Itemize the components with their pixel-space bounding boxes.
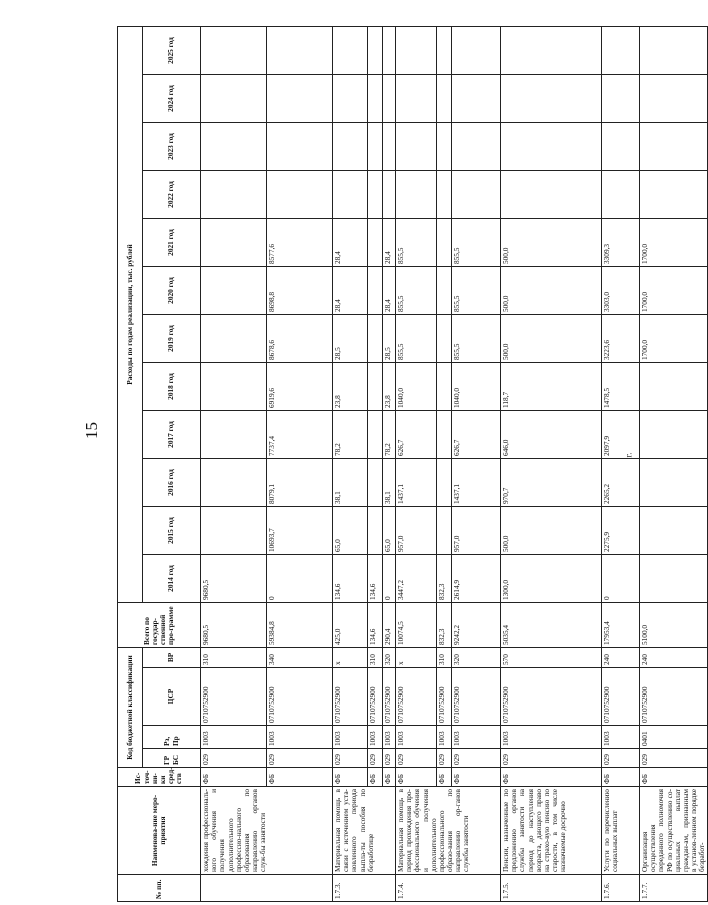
year-value-cell: 970,7 xyxy=(501,458,602,506)
csr-cell: 0710752900 xyxy=(201,668,267,726)
rzpr-cell: 1003 xyxy=(501,726,602,749)
table-row xyxy=(396,26,437,901)
year-value-cell: 2265,2 xyxy=(602,458,640,506)
year-value-cell: 23,8 xyxy=(383,362,396,410)
source-cell: ФБ xyxy=(501,768,602,787)
total-cell: 290,4 xyxy=(383,602,396,647)
year-value-cell xyxy=(368,266,383,314)
year-value-cell: 134,6 xyxy=(368,554,383,602)
measure-name: Материальная помощь в период прохождения про-фессионального обучения и получения дополнительного профессионального образо-вания по направлению ор-ганов службы занятости xyxy=(396,787,501,875)
year-value-cell xyxy=(201,74,267,122)
year-value-cell xyxy=(267,26,333,74)
table-row xyxy=(501,26,602,901)
year-value-cell xyxy=(437,218,452,266)
year-value-cell xyxy=(333,26,368,74)
year-value-cell: 500,0 xyxy=(501,218,602,266)
year-value-cell: 3223,6 xyxy=(602,314,640,362)
source-cell: ФБ xyxy=(452,768,501,787)
total-cell: 134,6 xyxy=(368,602,383,647)
year-value-cell xyxy=(383,122,396,170)
year-value-cell: 65,0 xyxy=(383,506,396,554)
budget-table xyxy=(117,26,708,902)
vr-cell: 320 xyxy=(452,647,501,667)
col-header-year: 2017 год xyxy=(143,410,201,458)
year-value-cell xyxy=(452,170,501,218)
col-header-year: 2015 год xyxy=(143,506,201,554)
year-value-cell xyxy=(437,26,452,74)
year-value-cell: 38,1 xyxy=(383,458,396,506)
vr-cell: 570 xyxy=(501,647,602,667)
csr-cell: 0710752900 xyxy=(333,668,368,726)
measure-name: Услуги по перечислению социальных выплат xyxy=(602,787,640,875)
measure-name: Материальная помощь в связи с истечением уста-новленного периода выпла-ты пособия по безработице xyxy=(333,787,396,875)
year-value-cell xyxy=(640,458,708,506)
col-header-year: 2021 год xyxy=(143,218,201,266)
year-value-cell xyxy=(452,74,501,122)
year-value-cell: 626,7 xyxy=(452,410,501,458)
year-value-cell: 28,4 xyxy=(333,218,368,266)
col-header-year: 2014 год xyxy=(143,554,201,602)
year-value-cell xyxy=(437,74,452,122)
year-value-cell xyxy=(437,362,452,410)
year-value-cell: 8577,6 xyxy=(267,218,333,266)
year-value-cell: 1700,0 xyxy=(640,266,708,314)
year-value-cell: 1300,0 xyxy=(501,554,602,602)
year-value-cell: 0 xyxy=(602,554,640,602)
col-header-year: 2020 год xyxy=(143,266,201,314)
measure-name: хождения профессиональ-ного обучения и получения дополнительного профессио-нального образования по направлению органов служ-бы занятости xyxy=(201,787,333,875)
col-header-budget-code: Код бюджетной классификации xyxy=(118,647,143,767)
vr-cell: 240 xyxy=(602,647,640,667)
year-value-cell xyxy=(368,410,383,458)
year-value-cell xyxy=(602,74,640,122)
year-value-cell xyxy=(640,74,708,122)
grbs-cell: 029 xyxy=(437,749,452,768)
year-value-cell xyxy=(333,122,368,170)
csr-cell: 0710752900 xyxy=(368,668,383,726)
year-value-cell xyxy=(437,314,452,362)
year-value-cell: 626,7 xyxy=(396,410,437,458)
year-value-cell: 134,6 xyxy=(333,554,368,602)
year-value-cell: 2614,9 xyxy=(452,554,501,602)
grbs-cell: 029 xyxy=(267,749,333,768)
year-value-cell: 3303,0 xyxy=(602,266,640,314)
rzpr-cell: 0401 xyxy=(640,726,708,749)
year-value-cell xyxy=(640,170,708,218)
col-header-year: 2025 год xyxy=(143,26,201,74)
grbs-cell: 029 xyxy=(383,749,396,768)
source-cell: ФБ xyxy=(383,768,396,787)
rzpr-cell: 1003 xyxy=(452,726,501,749)
csr-cell: 0710752900 xyxy=(602,668,640,726)
total-cell: 10074,5 xyxy=(396,602,437,647)
table-row xyxy=(437,26,452,901)
year-value-cell xyxy=(368,314,383,362)
rzpr-cell: 1003 xyxy=(383,726,396,749)
year-value-cell xyxy=(201,266,267,314)
row-number: 1.7.6. xyxy=(602,875,640,902)
vr-cell: х xyxy=(396,647,437,667)
year-value-cell xyxy=(452,26,501,74)
year-value-cell: 7737,4 xyxy=(267,410,333,458)
year-value-cell xyxy=(267,170,333,218)
col-header-expenses: Расходы по годам реализации, тыс. рублей xyxy=(118,26,143,602)
vr-cell: 340 xyxy=(267,647,333,667)
grbs-cell: 029 xyxy=(201,749,267,768)
year-value-cell xyxy=(396,74,437,122)
year-value-cell: 9680,5 xyxy=(201,554,267,602)
year-value-cell: 855,5 xyxy=(396,218,437,266)
grbs-cell: 029 xyxy=(396,749,437,768)
total-cell: 5035,4 xyxy=(501,602,602,647)
year-value-cell xyxy=(201,170,267,218)
year-value-cell xyxy=(452,122,501,170)
year-value-cell: 855,5 xyxy=(452,266,501,314)
csr-cell: 0710752900 xyxy=(452,668,501,726)
col-header-no: № пп. xyxy=(118,875,201,902)
col-header-source: Ис-точ-ни-ки сред-ств xyxy=(118,768,201,787)
csr-cell: 0710752900 xyxy=(640,668,708,726)
year-value-cell xyxy=(437,410,452,458)
year-value-cell xyxy=(396,122,437,170)
year-value-cell: 855,5 xyxy=(452,314,501,362)
year-value-cell xyxy=(640,26,708,74)
year-value-cell xyxy=(201,314,267,362)
year-value-cell xyxy=(437,170,452,218)
year-value-cell xyxy=(501,170,602,218)
year-value-cell: 1700,0 xyxy=(640,314,708,362)
year-value-cell: 6919,6 xyxy=(267,362,333,410)
year-value-cell xyxy=(640,122,708,170)
csr-cell: 0710752900 xyxy=(396,668,437,726)
year-value-cell xyxy=(368,74,383,122)
rzpr-cell: 1003 xyxy=(201,726,267,749)
grbs-cell: 029 xyxy=(602,749,640,768)
csr-cell: 0710752900 xyxy=(383,668,396,726)
year-value-cell: 500,0 xyxy=(501,314,602,362)
year-value-cell xyxy=(201,506,267,554)
vr-cell: 320 xyxy=(383,647,396,667)
source-cell: ФБ xyxy=(333,768,368,787)
rzpr-cell: 1003 xyxy=(333,726,368,749)
col-header-year: 2023 год xyxy=(143,122,201,170)
year-value-cell xyxy=(333,74,368,122)
vr-cell: 310 xyxy=(368,647,383,667)
year-value-cell xyxy=(368,170,383,218)
year-value-cell xyxy=(333,170,368,218)
row-number xyxy=(201,875,333,902)
year-value-cell xyxy=(267,122,333,170)
year-value-cell: 1040,0 xyxy=(396,362,437,410)
vr-cell: 240 xyxy=(640,647,708,667)
year-value-cell: 28,4 xyxy=(383,266,396,314)
table-row xyxy=(333,26,368,901)
year-value-cell xyxy=(368,458,383,506)
year-value-cell: 8678,6 xyxy=(267,314,333,362)
total-cell: 832,3 xyxy=(437,602,452,647)
year-value-cell: 78,2 xyxy=(333,410,368,458)
total-cell: 9242,2 xyxy=(452,602,501,647)
table-row xyxy=(602,26,640,901)
table-row xyxy=(201,26,267,901)
year-value-cell xyxy=(267,74,333,122)
col-header-year: 2018 год xyxy=(143,362,201,410)
col-header-csr: ЦСР xyxy=(143,668,201,726)
year-value-cell: 957,0 xyxy=(396,506,437,554)
rzpr-cell: 1003 xyxy=(602,726,640,749)
year-value-cell: 832,3 xyxy=(437,554,452,602)
measure-name: Организация осуществления переданного полномочия РФ по осуществлению со-циальных выплат граждан-ам, признанным в установ-ленном порядке безработ- xyxy=(640,787,708,875)
row-number: 1.7.3. xyxy=(333,875,396,902)
source-cell: ФБ xyxy=(201,768,267,787)
table-row xyxy=(452,26,501,901)
vr-cell: 310 xyxy=(201,647,267,667)
year-value-cell xyxy=(437,458,452,506)
table-row xyxy=(383,26,396,901)
year-value-cell xyxy=(368,122,383,170)
source-cell: ФБ xyxy=(602,768,640,787)
row-number: 1.7.5. xyxy=(501,875,602,902)
year-value-cell xyxy=(368,26,383,74)
year-value-cell xyxy=(602,122,640,170)
col-header-vr: ВР xyxy=(143,647,201,667)
year-value-cell xyxy=(501,74,602,122)
year-value-cell xyxy=(201,362,267,410)
rotated-content xyxy=(117,27,707,902)
col-header-total: Всего по государ-ственной про-грамме xyxy=(118,602,201,647)
year-value-cell xyxy=(640,410,708,458)
year-value-cell: 38,1 xyxy=(333,458,368,506)
total-cell: 59384,8 xyxy=(267,602,333,647)
year-value-cell xyxy=(383,74,396,122)
row-number: 1.7.4. xyxy=(396,875,501,902)
year-value-cell: 500,0 xyxy=(501,506,602,554)
total-cell: 5100,0 xyxy=(640,602,708,647)
year-value-cell xyxy=(437,506,452,554)
year-value-cell: 957,0 xyxy=(452,506,501,554)
year-value-cell xyxy=(602,170,640,218)
source-cell: ФБ xyxy=(437,768,452,787)
year-value-cell xyxy=(437,266,452,314)
year-value-cell xyxy=(396,26,437,74)
year-value-cell: 3447,2 xyxy=(396,554,437,602)
col-header-year: 2022 год xyxy=(143,170,201,218)
year-value-cell: 28,5 xyxy=(383,314,396,362)
csr-cell: 0710752900 xyxy=(501,668,602,726)
col-header-year: 2024 год xyxy=(143,74,201,122)
year-value-cell xyxy=(640,362,708,410)
source-cell: ФБ xyxy=(640,768,708,787)
year-value-cell: 1700,0 xyxy=(640,218,708,266)
col-header-name: Наименова-ние меро-приятия xyxy=(118,787,201,875)
year-value-cell xyxy=(368,506,383,554)
year-value-cell xyxy=(383,170,396,218)
measure-name: Пенсии, назначенные по предложению органов службы занятости на период до наступления возраста, дающего право на страхо-вую пенсию по старости, в том числе назначаемые досрочно xyxy=(501,787,602,875)
year-value-cell xyxy=(383,26,396,74)
year-value-cell xyxy=(501,26,602,74)
year-value-cell xyxy=(437,122,452,170)
year-value-cell: 65,0 xyxy=(333,506,368,554)
year-value-cell xyxy=(602,26,640,74)
col-header-year: 2016 год xyxy=(143,458,201,506)
row-number: 1.7.7. xyxy=(640,875,708,902)
source-cell: ФБ xyxy=(267,768,333,787)
year-value-cell: 646,0 xyxy=(501,410,602,458)
year-value-cell xyxy=(396,170,437,218)
year-value-cell xyxy=(201,26,267,74)
page-number: 15 xyxy=(82,422,101,439)
year-value-cell: 2097,9 xyxy=(602,410,640,458)
year-value-cell: 8698,8 xyxy=(267,266,333,314)
year-value-cell: 855,5 xyxy=(396,266,437,314)
grbs-cell: 029 xyxy=(368,749,383,768)
table-row xyxy=(368,26,383,901)
year-value-cell: 500,0 xyxy=(501,266,602,314)
table-row xyxy=(640,26,708,901)
table-row xyxy=(267,26,333,901)
year-value-cell: 28,4 xyxy=(383,218,396,266)
total-cell: 425,0 xyxy=(333,602,368,647)
year-value-cell: 118,7 xyxy=(501,362,602,410)
year-value-cell: 78,2 xyxy=(383,410,396,458)
year-value-cell: 0 xyxy=(383,554,396,602)
year-value-cell xyxy=(201,122,267,170)
year-value-cell: 2275,9 xyxy=(602,506,640,554)
year-value-cell xyxy=(201,410,267,458)
source-cell: ФБ xyxy=(368,768,383,787)
year-value-cell: 855,5 xyxy=(396,314,437,362)
year-value-cell: 3309,3 xyxy=(602,218,640,266)
year-value-cell xyxy=(201,218,267,266)
year-value-cell: 855,5 xyxy=(452,218,501,266)
year-value-cell: 10693,7 xyxy=(267,506,333,554)
header-row-top xyxy=(118,26,143,901)
year-value-cell: 8079,1 xyxy=(267,458,333,506)
vr-cell: х xyxy=(333,647,368,667)
col-header-year: 2019 год xyxy=(143,314,201,362)
total-cell: 17953,4 xyxy=(602,602,640,647)
year-value-cell: 1040,0 xyxy=(452,362,501,410)
grbs-cell: 029 xyxy=(333,749,368,768)
vr-cell: 310 xyxy=(437,647,452,667)
rzpr-cell: 1003 xyxy=(267,726,333,749)
year-value-cell xyxy=(640,506,708,554)
col-header-rzpr: Рз, Пр xyxy=(143,726,201,749)
csr-cell: 0710752900 xyxy=(437,668,452,726)
budget-table-frame xyxy=(117,27,707,902)
stray-mark: г. xyxy=(623,452,634,458)
source-cell: ФБ xyxy=(396,768,437,787)
year-value-cell xyxy=(640,554,708,602)
grbs-cell: 029 xyxy=(452,749,501,768)
year-value-cell: 1437,1 xyxy=(396,458,437,506)
total-cell: 9680,5 xyxy=(201,602,267,647)
rzpr-cell: 1003 xyxy=(368,726,383,749)
col-header-grbs: ГР БС xyxy=(143,749,201,768)
year-value-cell xyxy=(368,218,383,266)
grbs-cell: 029 xyxy=(501,749,602,768)
year-value-cell: 1437,1 xyxy=(452,458,501,506)
grbs-cell: 029 xyxy=(640,749,708,768)
year-value-cell: 0 xyxy=(267,554,333,602)
year-value-cell: 28,5 xyxy=(333,314,368,362)
rzpr-cell: 1003 xyxy=(396,726,437,749)
year-value-cell: 23,8 xyxy=(333,362,368,410)
year-value-cell: 1478,5 xyxy=(602,362,640,410)
rzpr-cell: 1003 xyxy=(437,726,452,749)
year-value-cell: 28,4 xyxy=(333,266,368,314)
csr-cell: 0710752900 xyxy=(267,668,333,726)
year-value-cell xyxy=(501,122,602,170)
year-value-cell xyxy=(368,362,383,410)
year-value-cell xyxy=(201,458,267,506)
